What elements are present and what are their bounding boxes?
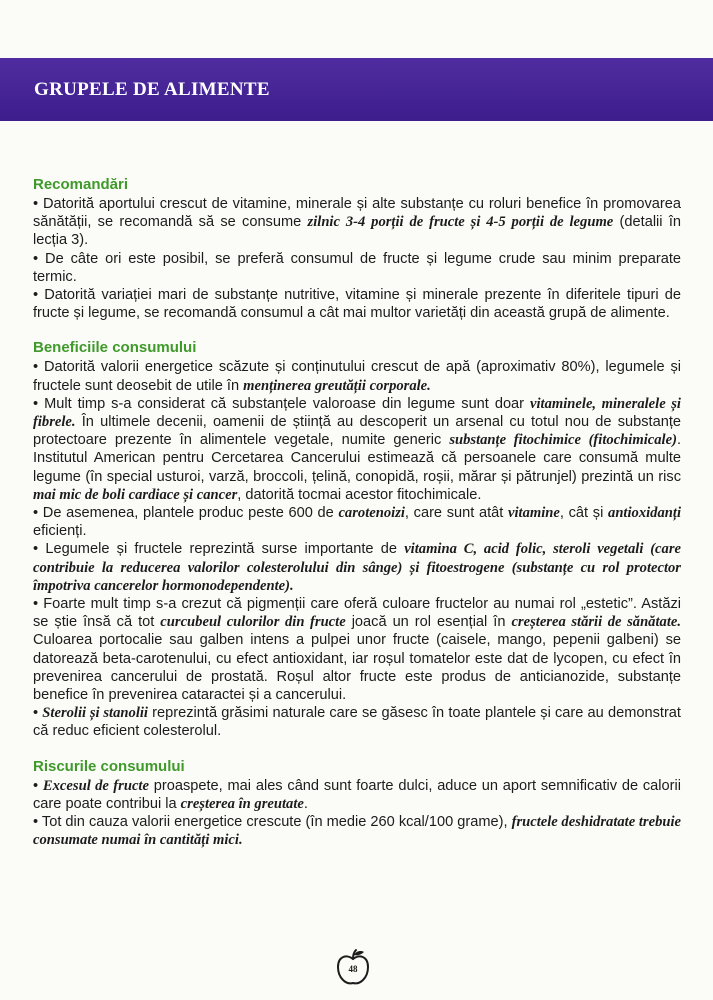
body-text: (detalii în lecția 3). (33, 214, 681, 249)
emphasis-text: vitaminele, mineralele și fibrele. (33, 395, 681, 431)
page-number: 48 (348, 964, 358, 974)
body-text: Culoarea portocalie sau galben intens a pulpei unor fructe (caisele, mango, pepenii galbeni) se datorează beta-carotenului, cu efect antioxidant, iar roșul tomatelor este dat de lycopen, cu efect în prevenirea cancerului de prostată. Roșul altor fructe este produs de anticianozide, substanțe benefice în prevenirea cataractei și a cancerului. (33, 632, 681, 704)
body-text: • Datorită aportului crescut de vitamine, minerale și alte substanțe cu roluri benefice în promovarea sănătății, se recomandă să se consume (33, 196, 681, 231)
bullet-paragraph (33, 813, 681, 849)
bullet-paragraph (33, 195, 681, 250)
section (33, 175, 681, 322)
emphasis-text: curcubeul culorilor din fructe (160, 614, 346, 631)
section-heading: Beneficiile consumului (33, 339, 197, 357)
body-text: • Foarte mult timp s-a crezut că pigmenții care oferă culoare fructelor au numai rol „estetic”. Astăzi se știe însă că tot (33, 596, 681, 631)
section-heading: Recomandări (33, 176, 129, 193)
body-text: • Tot din cauza valorii energetice crescute (în medie 260 kcal/100 grame), (33, 814, 512, 831)
emphasis-text: fructele deshidratate trebuie consumate numai în cantități mici. (33, 814, 682, 849)
body-text: . Institutul American pentru Cercetarea Cancerului estimează că persoanele care consumă multe legume (în special usturoi, varză, broccoli, țelină, conopidă, roșii, mărar și pătrunjel) prezintă un risc (33, 432, 681, 485)
body-text: • Datorită variației mari de substanțe nutritive, vitamine și minerale prezente în diferitele tipuri de fructe și legume, se recomandă consumul a cât mai multor varietăți din această grupă de alimente. (33, 287, 681, 322)
bullet-paragraph (33, 777, 681, 813)
body-text: reprezintă grăsimi naturale care se găsesc în toate plantele și care au demonstrat că reduc eficient colesterolul. (33, 705, 681, 740)
body-text: , datorită tocmai acestor fitochimicale. (237, 486, 482, 503)
section (33, 757, 681, 850)
emphasis-text: substanțe fitochimice (fitochimicale) (449, 432, 677, 449)
body-text: • (33, 777, 43, 794)
body-text: • Datorită valorii energetice scăzute și conținutului crescut de apă (aproximativ 80%), legumele și fructele sunt deosebit de utile în (33, 359, 681, 394)
body-text: • De asemenea, plantele produc peste 600 de (33, 505, 339, 522)
body-text: joacă un rol esențial în (345, 614, 512, 631)
emphasis-text: antioxidanți (608, 505, 682, 522)
body-text: . (303, 795, 308, 812)
bullet-paragraph (33, 595, 681, 704)
body-text: În ultimele decenii, oamenii de știință au descoperit un arsenal cu totul nou de substanțe protectoare prezente în alimentele vegetale, numite generic (33, 414, 681, 449)
emphasis-text: vitamine (508, 505, 560, 522)
body-text: , cât și (559, 505, 609, 522)
emphasis-text: creșterea în greutate (180, 795, 304, 812)
body-text: , care sunt atât (404, 505, 509, 522)
body-text: • Mult timp s-a considerat că substanțele valoroase din legume sunt doar (33, 395, 531, 412)
emphasis-text: menținerea greutății corporale. (243, 377, 431, 394)
page-title: GRUPELE DE ALIMENTE (34, 79, 270, 100)
bullet-paragraph (33, 504, 681, 540)
body-text: • De câte ori este posibil, se preferă consumul de fructe și legume crude sau minim preparate termic. (33, 250, 681, 285)
emphasis-text: zilnic 3-4 porții de fructe și 4-5 porții de legume (307, 214, 614, 231)
emphasis-text: mai mic de boli cardiace și cancer (33, 486, 238, 503)
emphasis-text: Excesul de fructe (42, 777, 149, 794)
bullet-paragraph (33, 704, 681, 740)
header-banner (0, 58, 713, 121)
bullet-paragraph (33, 358, 681, 394)
emphasis-text: Sterolii și stanolii (42, 705, 148, 722)
body-text: • (33, 705, 43, 722)
bullet-paragraph (33, 250, 681, 286)
emphasis-text: carotenoizi (338, 505, 405, 522)
bullet-paragraph (33, 286, 681, 322)
body-text: proaspete, mai ales când sunt foarte dulci, aduce un aport semnificativ de calorii care poate contribui la (33, 777, 681, 812)
bullet-paragraph (33, 395, 681, 504)
body-text: • Legumele și fructele reprezintă surse importante de (33, 541, 405, 558)
emphasis-text: vitamina C, acid folic, steroli vegetali (care contribuie la reducerea valorilor colesterolului din sânge) și fitoestrogene (substanțe cu rol protector împotriva cancerelor hormonodependente). (33, 541, 681, 594)
bullet-paragraph (33, 540, 681, 595)
section-heading: Riscurile consumului (33, 757, 185, 775)
emphasis-text: creșterea stării de sănătate. (511, 614, 682, 631)
section (33, 338, 681, 740)
main-content (33, 175, 681, 866)
body-text: eficienți. (33, 523, 87, 540)
